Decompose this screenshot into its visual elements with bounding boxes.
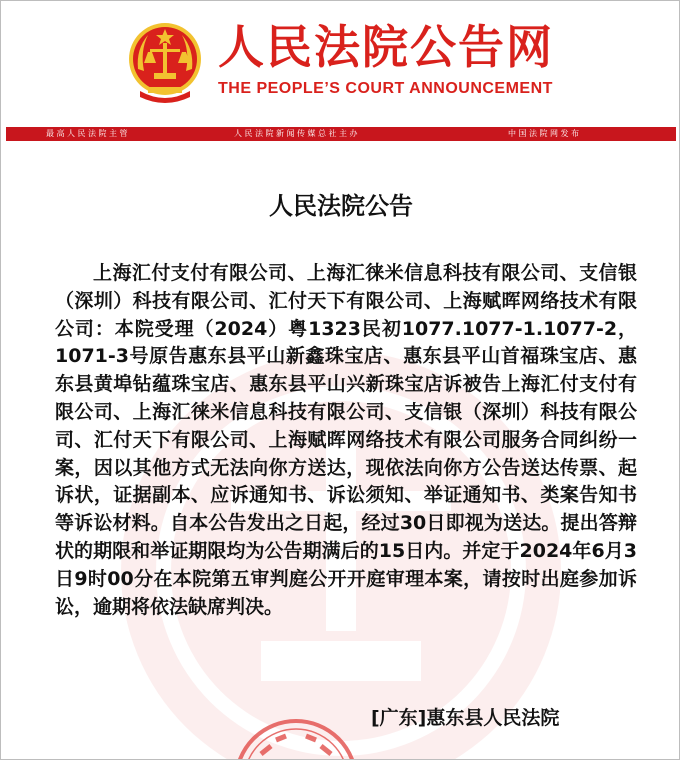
bar-text-organizer: 人民法院新闻传媒总社主办 bbox=[234, 129, 360, 138]
header-bar bbox=[6, 127, 676, 141]
seal-stamp bbox=[231, 716, 361, 760]
site-subtitle: THE PEOPLE’S COURT ANNOUNCEMENT bbox=[218, 80, 553, 97]
bar-text-publisher: 中国法院网发布 bbox=[508, 129, 582, 138]
court-signature: [广东]惠东县人民法院 bbox=[371, 707, 560, 729]
bar-text-supervisor: 最高人民法院主管 bbox=[46, 129, 130, 138]
page-title: 人民法院公告 bbox=[269, 192, 413, 220]
court-emblem-icon bbox=[126, 21, 204, 105]
notice-body: 上海汇付支付有限公司、上海汇徕米信息科技有限公司、支信银（深圳）科技有限公司、汇付天下有限公司、上海赋晖网络技术有限公司：本院受理（2024）粤1323民初1077.1077-1.1077-2，1071-3号原告惠东县平山新鑫珠宝店、惠东县平山首福珠宝店、惠东县黄埠钻蕴珠宝店、惠东县平山兴新珠宝店诉被告上海汇付支付有限公司、上海汇徕米信息科技有限公司、支信银（深圳）科技有限公司、汇付天下有限公司、上海赋晖网络技术有限公司服务合同纠纷一案，因以其他方式无法向你方送达，现依法向你方公告送达传票、起诉状，证据副本、应诉通知书、诉讼须知、举证通知书、类案告知书等诉讼材料。自本公告发出之日起，经过30日即视为送达。提出答辩状的期限和举证期限均为公告期满后的15日内。并定于2024年6月3日9时00分在本院第五审判庭公开开庭审理本案，请按时出庭参加诉讼，逾期将依法缺席判决。 bbox=[55, 262, 637, 618]
site-title: 人民法院公告网 bbox=[218, 20, 554, 74]
